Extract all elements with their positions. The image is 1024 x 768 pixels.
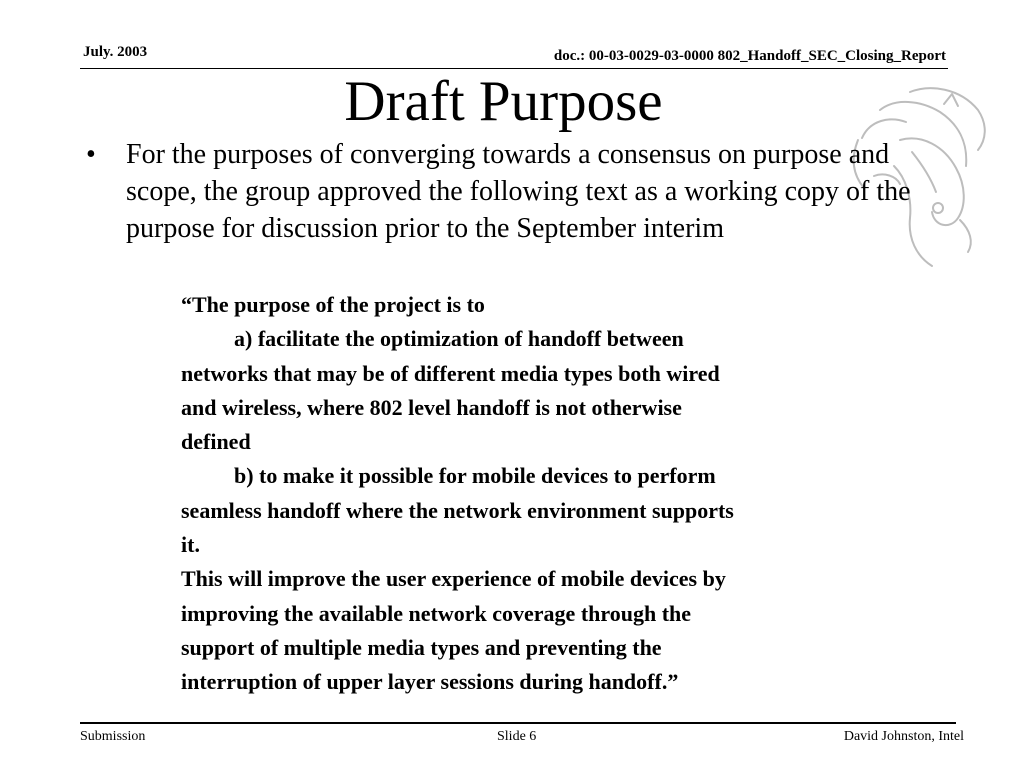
purpose-quote [181,288,926,700]
bullet-marker: • [86,139,96,170]
quote-line: interruption of upper layer sessions during handoff.” [181,669,679,695]
bullet-text: For the purposes of converging towards a consensus on purpose and scope, the group approved the following text as a working copy of the purpose for discussion prior to the September interim [126,139,911,244]
quote-line: and wireless, where 802 level handoff is not otherwise [181,394,682,420]
slide-title: Draft Purpose [344,70,663,133]
header-doc-id: doc.: 00-03-0029-03-0000 802_Handoff_SEC_Closing_Report [553,48,946,64]
footer-slide-number: Slide 6 [497,729,537,744]
quote-line: improving the available network coverage through the [181,600,692,626]
footer-author: David Johnston, Intel [843,729,964,744]
quote-line: This will improve the user experience of mobile devices by [181,566,726,592]
quote-line: b) to make it possible for mobile devices to perform [234,463,716,489]
quote-line: a) facilitate the optimization of handoff between [234,326,684,352]
quote-line: “The purpose of the project is to [181,292,485,317]
bullet-item [80,136,930,247]
quote-line: it. [181,532,200,558]
quote-line: defined [181,429,251,455]
footer-rule [80,722,956,724]
footer-submission: Submission [80,729,146,744]
quote-line: support of multiple media types and preventing the [181,634,662,660]
quote-line: networks that may be of different media types both wired [181,360,720,386]
header-date: July. 2003 [83,44,148,60]
quote-line: seamless handoff where the network environment supports [181,497,734,523]
